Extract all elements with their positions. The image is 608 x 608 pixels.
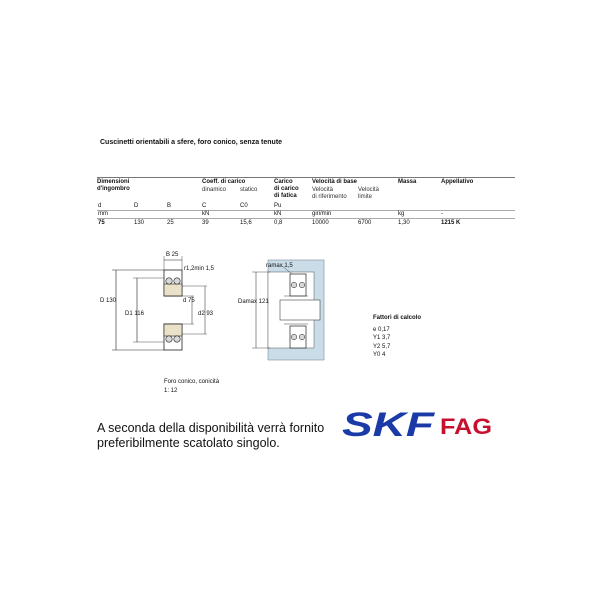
header-vel-rif-line1: Velocità	[312, 187, 334, 193]
dim-D: D 130	[100, 298, 117, 304]
unit-dash: -	[441, 211, 443, 217]
cell-mass: 1,30	[398, 220, 410, 226]
table-rule-top	[97, 177, 515, 178]
cell-C0: 15,6	[240, 220, 252, 226]
symbol-B: B	[167, 203, 172, 209]
factors-title: Fattori di calcolo	[373, 315, 422, 321]
header-dimensioni	[97, 179, 130, 193]
cell-d: 75	[98, 220, 105, 226]
unit-rpm: giri/min	[312, 211, 332, 217]
factor-e: e 0,17	[373, 326, 390, 333]
dim-ra: ramax 1,5	[266, 263, 293, 269]
header-vel-lim	[358, 187, 379, 201]
fag-logo	[438, 406, 494, 440]
skf-logo-text: SKF	[342, 406, 436, 440]
dim-d2: d2 93	[198, 311, 214, 317]
header-coeff: Coeff. di carico	[202, 179, 246, 185]
header-carico-line2: di carico	[274, 186, 299, 192]
unit-kg: kg	[398, 211, 405, 217]
symbol-Pu: Pu	[274, 203, 282, 209]
header-statico: statico	[240, 187, 258, 193]
header-vel-lim-line1: Velocità	[358, 187, 380, 193]
dim-r: r1,2min 1,5	[184, 266, 215, 272]
fag-logo-text: FAG	[440, 414, 492, 439]
factor-y1: Y1 3,7	[373, 335, 391, 341]
unit-kn-1: kN	[202, 211, 210, 217]
header-carico-line3: di fatica	[274, 193, 297, 199]
brand-logos	[340, 406, 495, 440]
header-velocita: Velocità di base	[312, 179, 358, 185]
header-vel-rif-line2: di riferimento	[312, 194, 347, 200]
availability-note	[97, 421, 324, 451]
header-vel-rif	[312, 187, 347, 201]
header-carico	[274, 179, 299, 200]
header-massa: Massa	[398, 179, 417, 185]
factor-y2: Y2 5,7	[373, 343, 391, 350]
cell-Pu: 0,8	[274, 220, 283, 226]
dim-B: B 25	[166, 252, 179, 258]
header-dinamico: dinamico	[202, 187, 227, 193]
dim-D1: D1 116	[125, 311, 144, 317]
cell-vref: 10000	[312, 220, 329, 226]
taper-caption-line2: 1: 12	[164, 388, 178, 394]
header-dimensioni-line1: Dimensioni	[97, 179, 130, 185]
symbol-D: D	[134, 203, 139, 209]
cell-B: 25	[167, 220, 174, 226]
header-carico-line1: Carico	[274, 179, 293, 185]
cell-designation: 1215 K	[441, 220, 461, 226]
table-rule-mid	[97, 210, 515, 211]
dim-Da: Damax 121	[238, 299, 269, 305]
cell-D: 130	[134, 220, 145, 226]
cell-vlim: 6700	[358, 220, 372, 226]
dim-d: d 75	[183, 298, 195, 304]
calculation-factors	[373, 314, 421, 360]
skf-logo	[340, 406, 436, 440]
symbol-d: d	[98, 203, 102, 209]
taper-caption	[164, 378, 219, 396]
header-vel-lim-line2: limite	[358, 194, 373, 200]
cell-C: 39	[202, 220, 209, 226]
unit-mm: mm	[98, 211, 108, 217]
header-appellativo: Appellativo	[441, 179, 474, 185]
unit-kn-2: kN	[274, 211, 282, 217]
catalog-title: Cuscinetti orientabili a sfere, foro conico, senza tenute	[100, 139, 283, 146]
taper-caption-line1: Foro conico, conicità	[164, 379, 220, 385]
symbol-C: C	[202, 203, 207, 209]
availability-note-line2: preferibilmente scatolato singolo.	[97, 436, 280, 450]
availability-note-line1: A seconda della disponibilità verrà fornito	[97, 421, 325, 435]
mounting-drawing	[238, 258, 326, 364]
symbol-C0: C0	[240, 203, 248, 209]
header-dimensioni-line2: d'ingombro	[97, 186, 130, 192]
table-rule-units	[97, 218, 515, 219]
factor-y0: Y0 4	[373, 352, 386, 358]
